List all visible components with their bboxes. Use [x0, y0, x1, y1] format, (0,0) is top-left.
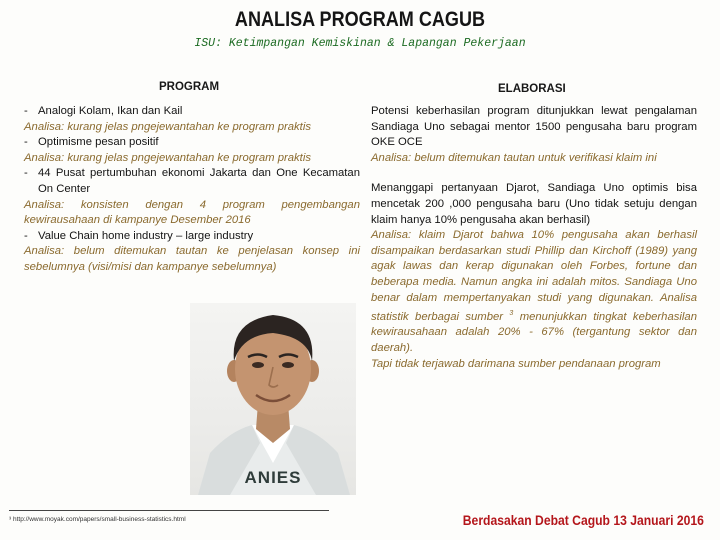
program-item-analysis: Analisa: kurang jelas pngejewantahan ke program praktis — [24, 151, 311, 164]
candidate-name: ANIES — [244, 468, 302, 487]
footnote-divider — [9, 510, 329, 511]
program-item-text: Analogi Kolam, Ikan dan Kail — [38, 105, 183, 117]
program-heading: PROGRAM — [159, 81, 220, 93]
elaborasi-heading: ELABORASI — [498, 83, 566, 95]
program-column — [24, 104, 360, 276]
elaborasi-column — [371, 104, 697, 372]
program-item: - Optimisme pesan positif — [24, 135, 360, 151]
analysis-text: Analisa: klaim Djarot bahwa 10% pengusaha akan berhasil disampaikan berdasarkan studi Phillip dan Kirchoff (1989) yang agak lawas dan kerap digunakan oleh Forbes, fortune dan beberapa media. Namun angka ini adalah mitos. Sandiaga Uno benar dalam mempertanyakan studi yang digunakan. Analisa statistik berbagai sumber — [371, 229, 697, 323]
elaborasi-analysis: Tapi tidak terjawab darimana sumber pendanaan program — [371, 357, 661, 370]
program-item-text: Optimisme pesan positif — [38, 136, 159, 149]
program-item-analysis: Analisa: kurang jelas pngejewantahan ke program praktis — [24, 120, 311, 133]
program-item-text: 44 Pusat pertumbuhan ekonomi Jakarta dan One Kecamatan On Center — [38, 167, 360, 195]
portrait-illustration — [190, 303, 356, 495]
page-title: ANALISA PROGRAM CAGUB — [234, 8, 486, 31]
candidate-photo — [190, 303, 356, 495]
source-footer: Berdasakan Debat Cagub 13 Januari 2016 — [462, 513, 704, 528]
footnote: ³ http://www.moyak.com/papers/small-business-statistics.html — [9, 516, 186, 523]
program-item: - Value Chain home industry – large industry — [24, 229, 360, 245]
program-item: - Analogi Kolam, Ikan dan Kail — [24, 104, 360, 120]
page-subtitle: ISU: Ketimpangan Kemiskinan & Lapangan Pekerjaan — [194, 37, 526, 50]
elaborasi-analysis — [371, 228, 697, 357]
program-item-analysis: Analisa: belum ditemukan tautan ke penjelasan konsep ini sebelumnya (visi/misi dan kampanye sebelumnya) — [24, 245, 360, 273]
footnote-marker: 3 — [509, 310, 514, 318]
elaborasi-analysis: Analisa: belum ditemukan tautan untuk verifikasi klaim ini — [371, 151, 657, 164]
elaborasi-paragraph: Menanggapi pertanyaan Djarot, Sandiaga Uno optimis bisa mencetak 200 ,000 pengusaha baru (Uno tidak setuju dengan klaim hanya 10% pengusaha akan berhasil) — [371, 182, 697, 226]
elaborasi-paragraph: Potensi keberhasilan program ditunjukkan lewat pengalaman Sandiaga Uno sebagai mentor 1500 pengusaha baru program OKE OCE — [371, 105, 697, 149]
program-item: - 44 Pusat pertumbuhan ekonomi Jakarta dan One Kecamatan On Center — [24, 166, 360, 197]
program-item-analysis: Analisa: konsisten dengan 4 program pengembangan kewirausahaan di kampanye Desember 2016 — [24, 198, 360, 227]
analysis-text: menunjukkan tingkat keberhasilan kewirausahaan adalah 20% - 67% (tergantung sektor dan daerah). — [371, 310, 697, 355]
program-item-text: Value Chain home industry – large industry — [38, 229, 254, 242]
